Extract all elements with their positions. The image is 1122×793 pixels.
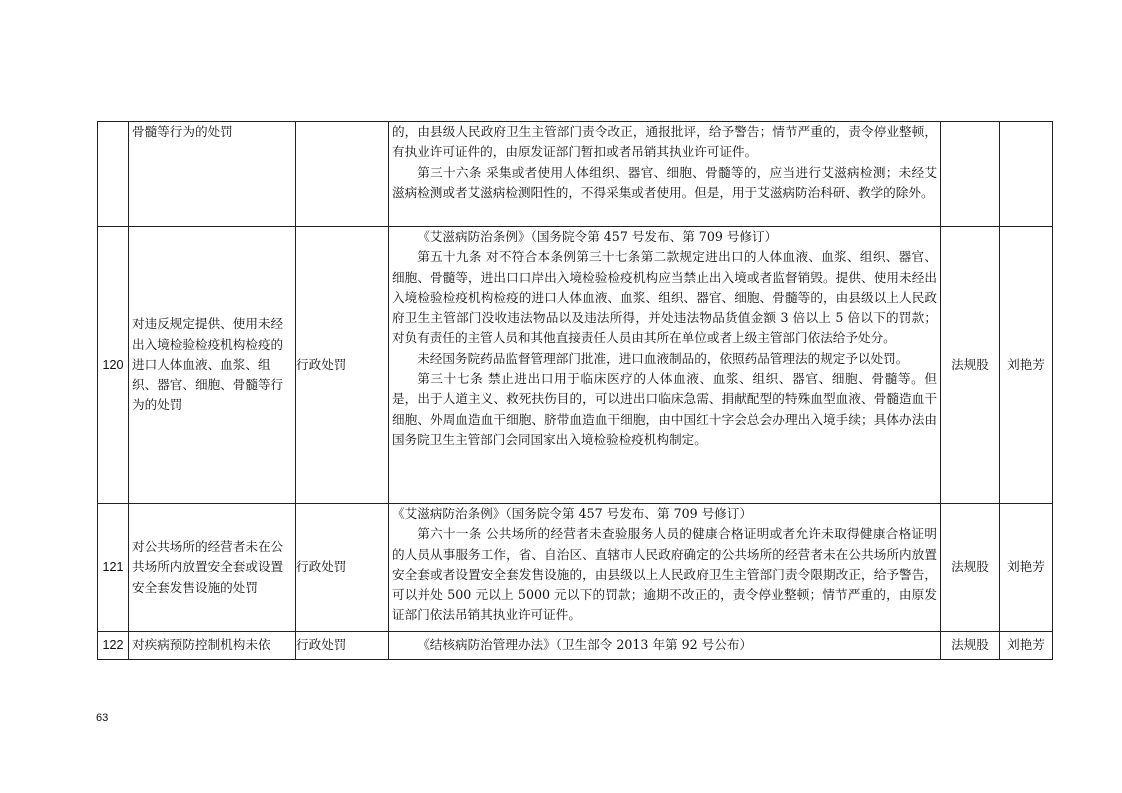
item-type: 行政处罚 <box>296 632 389 660</box>
page-number: 63 <box>96 712 109 724</box>
responsible-person: 刘艳芳 <box>1000 504 1053 632</box>
responsible-dept: 法规股 <box>941 632 1000 660</box>
responsible-dept <box>941 122 1000 227</box>
row-number: 121 <box>98 504 129 632</box>
basis-paragraph: 第三十六条 采集或者使用人体组织、器官、细胞、骨髓等的，应当进行艾滋病检测；未经艾滋病检测或者艾滋病检测阳性的，不得采集或者使用。但是，用于艾滋病防治科研、教学的除外。 <box>392 164 937 200</box>
legal-basis <box>389 504 941 632</box>
item-name: 对违反规定提供、使用未经出入境检验检疫机构检疫的进口人体血液、血浆、组织、器官、细胞、骨髓等行为的处罚 <box>129 227 296 504</box>
item-name: 对公共场所的经营者未在公共场所内放置安全套或设置安全套发售设施的处罚 <box>129 504 296 632</box>
basis-paragraph: 的，由县级人民政府卫生主管部门责令改正，通报批评，给予警告；情节严重的，责令停业整顿，有执业许可证件的，由原发证部门暂扣或者吊销其执业许可证件。 <box>392 124 937 160</box>
row-number <box>98 122 129 227</box>
table-row <box>98 504 1053 632</box>
legal-basis <box>389 632 941 660</box>
row-number: 120 <box>98 227 129 504</box>
responsible-person <box>1000 122 1053 227</box>
responsible-dept: 法规股 <box>941 227 1000 504</box>
item-type <box>296 122 389 227</box>
basis-paragraph: 《艾滋病防治条例》（国务院令第 457 号发布、第 709 号修订） <box>417 229 778 244</box>
table-row <box>98 122 1053 227</box>
item-name: 骨髓等行为的处罚 <box>129 122 296 227</box>
basis-paragraph: 第六十一条 公共场所的经营者未查验服务人员的健康合格证明或者允许未取得健康合格证明的人员从事服务工作，省、自治区、直辖市人民政府确定的公共场所的经营者未在公共场所内放置安全套或者设置安全套发售设施的，由县级以上人民政府卫生主管部门责令限期改正，给予警告，可以并处 500 元以上 5000 元以下的罚款；逾期不改正的，责令停业整顿；情节严重的，由原发证部门依法吊销其执业许可证件。 <box>392 526 937 623</box>
responsible-person: 刘艳芳 <box>1000 227 1053 504</box>
basis-paragraph: 《艾滋病防治条例》（国务院令第 457 号发布、第 709 号修订） <box>392 506 753 521</box>
table-row <box>98 227 1053 504</box>
responsible-dept: 法规股 <box>941 504 1000 632</box>
legal-basis <box>389 122 941 227</box>
basis-paragraph: 未经国务院药品监督管理部门批准，进口血液制品的，依照药品管理法的规定予以处罚。 <box>417 350 909 366</box>
basis-paragraph: 第三十七条 禁止进出口用于临床医疗的人体血液、血浆、组织、器官、细胞、骨髓等。但是，出于人道主义、救死扶伤目的，可以进出口临床急需、捐献配型的特殊血型血液、骨髓造血干细胞、外周血造血干细胞、脐带血造血干细胞，由中国红十字会总会办理出入境手续；具体办法由国务院卫生主管部门会同国家出入境检验检疫机构制定。 <box>392 371 937 447</box>
item-name: 对疾病预防控制机构未依 <box>129 632 296 660</box>
table-row <box>98 632 1053 660</box>
item-type: 行政处罚 <box>296 227 389 504</box>
basis-paragraph: 第五十九条 对不符合本条例第三十七条第二款规定进出口的人体血液、血浆、组织、器官、细胞、骨髓等，进出口口岸出入境检验检疫机构应当禁止出入境或者监督销毁。提供、使用未经出入境检验检疫机构检疫的进口人体血液、血浆、组织、器官、细胞、骨髓等的，由县级以上人民政府卫生主管部门没收违法物品以及违法所得，并处违法物品货值金额 3 倍以上 5 倍以下的罚款；对负有责任的主管人员和其他直接责任人员由其所在单位或者上级主管部门依法给予处分。 <box>392 249 937 346</box>
basis-paragraph: 《结核病防治管理办法》（卫生部令 2013 年第 92 号公布） <box>417 637 753 653</box>
enforcement-table <box>97 121 1053 660</box>
legal-basis <box>389 227 941 504</box>
item-type: 行政处罚 <box>296 504 389 632</box>
responsible-person: 刘艳芳 <box>1000 632 1053 660</box>
row-number: 122 <box>98 632 129 660</box>
